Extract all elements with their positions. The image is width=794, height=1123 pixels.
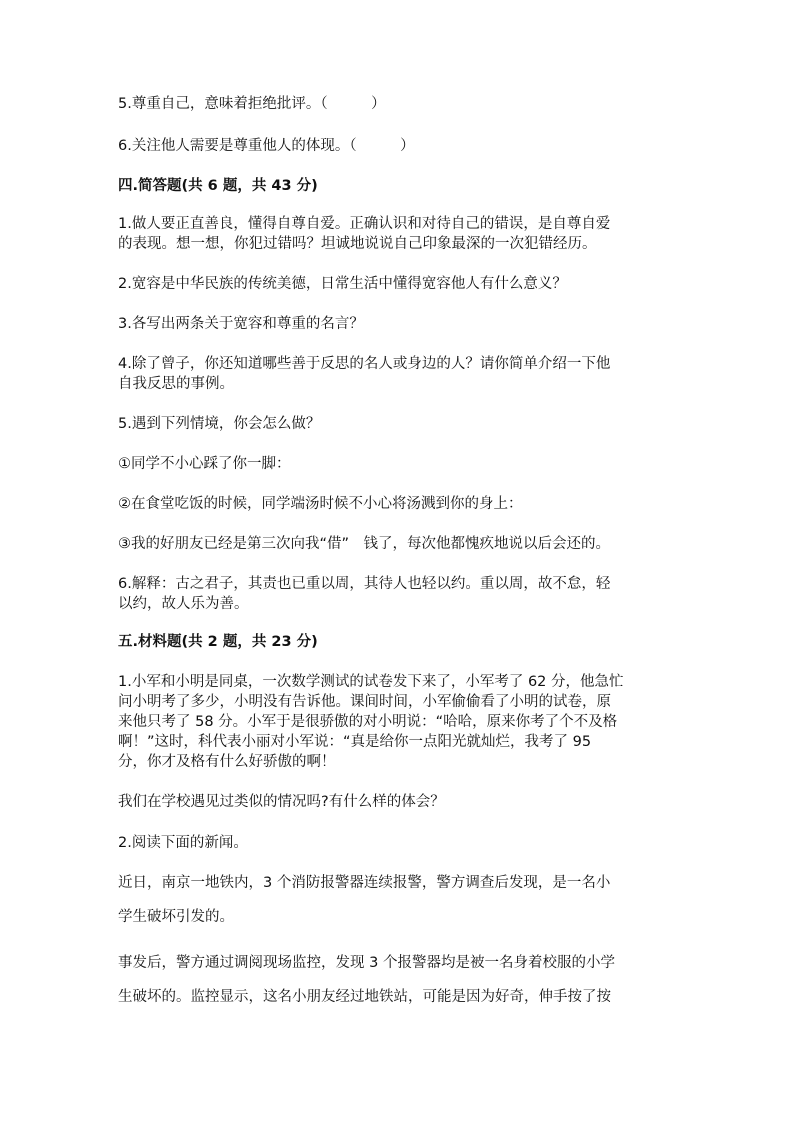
s4-q1: 1.做人要正直善良，懂得自尊自爱。正确认识和对待自己的错误，是自尊自爱 的表现。想一想，你犯过错吗？坦诚地说说自己印象最深的一次犯错经历。 xyxy=(118,216,611,252)
s4-q6: 6.解释：古之君子，其责也已重以周，其待人也轻以约。重以周，故不怠，轻 以约，故人乐为善。 xyxy=(118,576,611,612)
s5-q1: 1.小军和小明是同桌，一次数学测试的试卷发下来了，小军考了 62 分，他急忙 问小明考了多少，小明没有告诉他。课间时间，小军偷偷看了小明的试卷，原 来他只考了 58 分。小军于是很骄傲的对小明说：“哈哈，原来你考了个不及格 啊！”这时，科代表小丽对小军说：“真是给你一点阳光就灿烂，我考了 95 分，你才及格有什么好骄傲的啊！ xyxy=(118,674,624,770)
s4-q3: 3.各写出两条关于宽容和尊重的名言？ xyxy=(118,316,364,332)
s4-q5-situation-1: ①同学不小心踩了你一脚： xyxy=(118,456,291,472)
news-paragraph-2: 事发后，警方通过调阅现场监控，发现 3 个报警器均是被一名身着校服的小学 生破坏的。监控显示，这名小朋友经过地铁站，可能是因为好奇，伸手按了按 xyxy=(118,955,615,1005)
s4-q2: 2.宽容是中华民族的传统美德，日常生活中懂得宽容他人有什么意义？ xyxy=(118,276,567,292)
judgment-q5: 5.尊重自己，意味着拒绝批评。（ ） xyxy=(118,96,386,112)
s5-q1-question: 我们在学校遇见过类似的情况吗?有什么样的体会？ xyxy=(118,794,445,810)
section4-title: 四.简答题(共 6 题，共 43 分) xyxy=(118,178,318,194)
news-paragraph-1: 近日，南京一地铁内，3 个消防报警器连续报警，警方调查后发现，是一名小 学生破坏引发的。 xyxy=(118,875,611,925)
s4-q5: 5.遇到下列情境，你会怎么做？ xyxy=(118,416,321,432)
s4-q5-situation-3: ③我的好朋友已经是第三次向我“借” 钱了，每次他都愧疚地说以后会还的。 xyxy=(118,536,611,552)
judgment-q6: 6.关注他人需要是尊重他人的体现。（ ） xyxy=(118,138,415,154)
s4-q4: 4.除了曾子，你还知道哪些善于反思的名人或身边的人？请你简单介绍一下他 自我反思的事例。 xyxy=(118,356,611,392)
s5-q2: 2.阅读下面的新闻。 xyxy=(118,835,248,851)
s4-q5-situation-2: ②在食堂吃饭的时候，同学端汤时候不小心将汤溅到你的身上： xyxy=(118,496,523,512)
section5-title: 五.材料题(共 2 题，共 23 分) xyxy=(118,634,318,650)
